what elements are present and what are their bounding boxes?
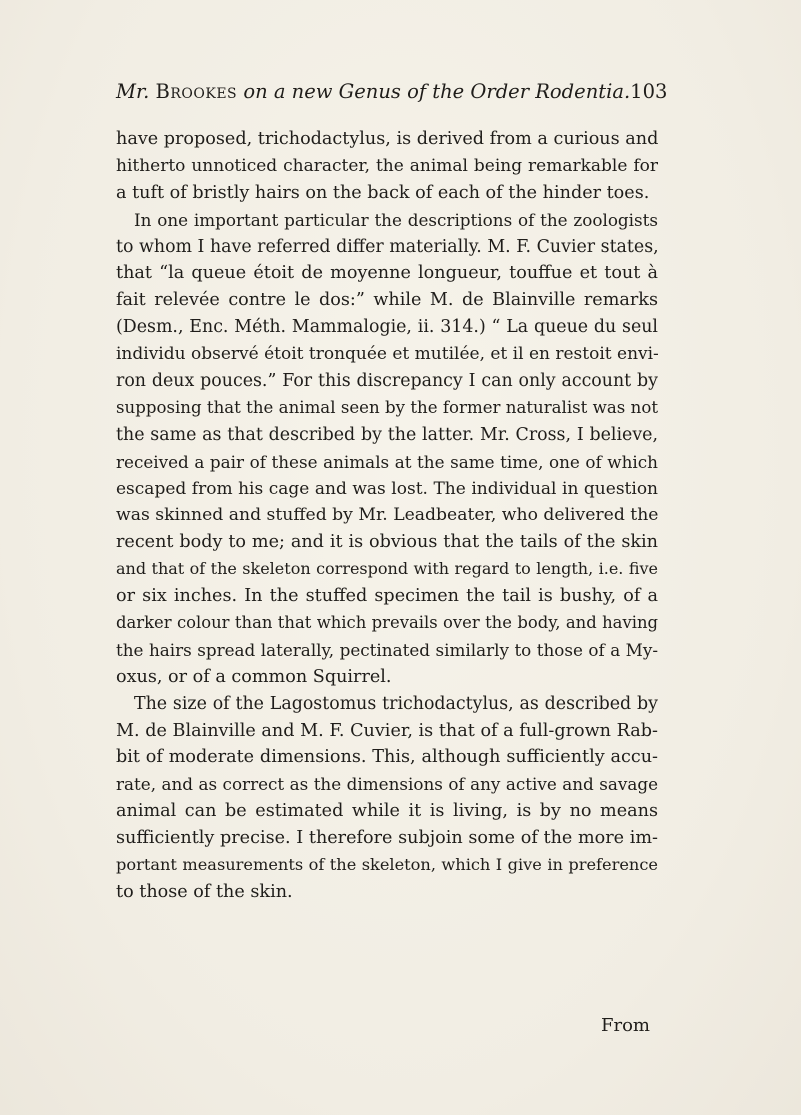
text-line: supposing that the animal seen by the former naturalist was not: [116, 397, 658, 417]
text-line: ron deux pouces.” For this discrepancy I can only account by: [116, 371, 658, 392]
text-line: darker colour than that which prevails over the body, and having: [116, 613, 658, 633]
text-line: The size of the Lagostomus trichodactylus, as described by: [134, 693, 658, 714]
running-title-prefix: Mr.: [116, 80, 156, 103]
running-title-text: on a new Genus of the Order Rodentia.: [237, 80, 631, 103]
text-line: the same as that described by the latter. Mr. Cross, I believe,: [116, 424, 658, 445]
running-title-author: Brookes: [155, 80, 238, 103]
text-line: or six inches. In the stuffed specimen the tail is bushy, of a: [116, 586, 658, 607]
text-line: that “la queue étoit de moyenne longueur, touffue et tout à: [116, 263, 658, 284]
text-line: hitherto unnoticed character, the animal being remarkable for: [116, 155, 658, 176]
text-line: bit of moderate dimensions. This, although sufficiently accu-: [116, 747, 658, 768]
catchword: From: [601, 1015, 650, 1036]
text-line: In one important particular the descriptions of the zoologists: [134, 209, 658, 230]
text-line: recent body to me; and it is obvious that the tails of the skin: [116, 532, 658, 553]
text-line: fait relevée contre le dos:” while M. de Blainville remarks: [116, 290, 658, 311]
page-number: 103: [630, 80, 668, 103]
text-line: escaped from his cage and was lost. The individual in question: [116, 478, 658, 499]
text-line: portant measurements of the skeleton, which I give in preference: [116, 855, 658, 875]
text-line: individu observé étoit tronquée et mutilée, et il en restoit envi-: [116, 344, 659, 365]
text-line: (Desm., Enc. Méth. Mammalogie, ii. 314.) “ La queue du seul: [116, 317, 658, 338]
running-title: [116, 80, 630, 103]
text-line: received a pair of these animals at the same time, one of which: [116, 451, 658, 472]
text-line: sufficiently precise. I therefore subjoin some of the more im-: [116, 828, 658, 849]
text-line: to whom I have referred differ materially. M. F. Cuvier states,: [116, 236, 659, 257]
text-line: the hairs spread laterally, pectinated similarly to those of a My-: [116, 639, 658, 660]
text-line: animal can be estimated while it is living, is by no means: [116, 801, 658, 822]
text-line: to those of the skin.: [116, 881, 293, 902]
text-line: was skinned and stuffed by Mr. Leadbeater, who delivered the: [116, 505, 659, 526]
text-line: a tuft of bristly hairs on the back of each of the hinder toes.: [116, 182, 650, 203]
text-line: M. de Blainville and M. F. Cuvier, is that of a full-grown Rab-: [116, 720, 658, 741]
text-line: oxus, or of a common Squirrel.: [116, 666, 392, 687]
running-head: [116, 80, 668, 103]
text-line: have proposed, trichodactylus, is derived from a curious and: [116, 129, 659, 149]
body-text: [116, 126, 658, 906]
text-line: and that of the skeleton correspond with regard to length, i.e. five: [116, 559, 658, 579]
text-line: rate, and as correct as the dimensions of any active and savage: [116, 774, 658, 795]
